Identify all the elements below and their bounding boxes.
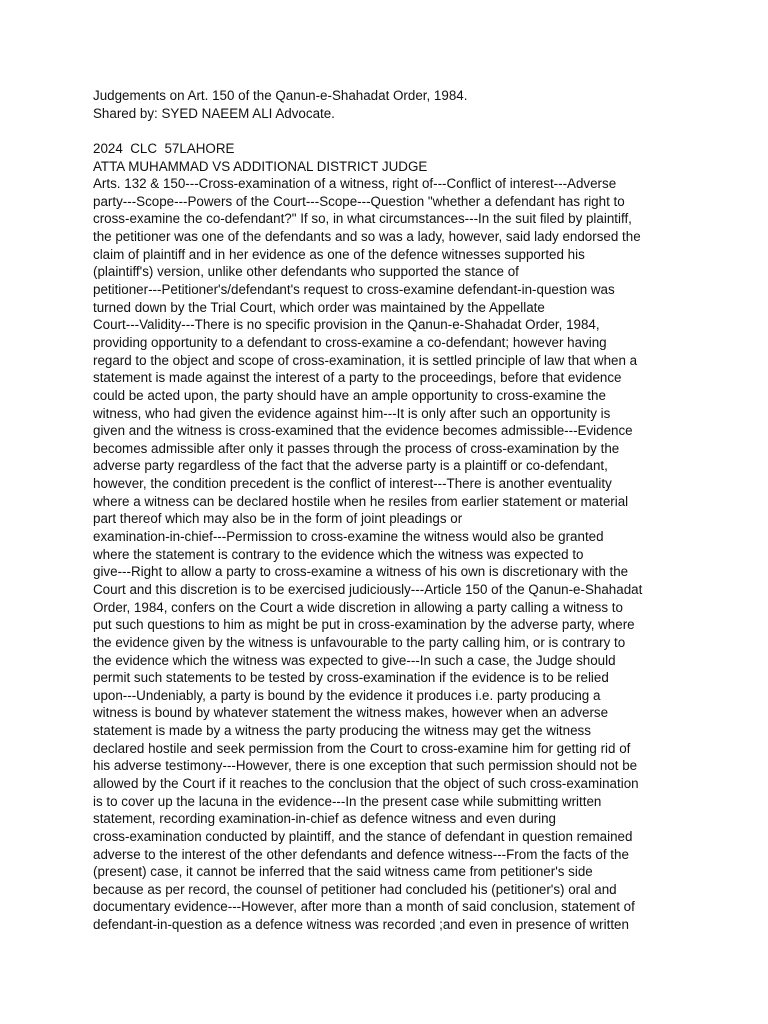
body-line: upon---Undeniably, a party is bound by the evidence it produces i.e. party producing a	[93, 687, 601, 703]
body-line: cross-examination conducted by plaintiff, and the stance of defendant in question remained	[93, 828, 633, 844]
body-line: providing opportunity to a defendant to cross-examine a co-defendant; however having	[93, 334, 607, 350]
document-content	[93, 87, 683, 934]
body-line: statement, recording examination-in-chief as defence witness and even during	[93, 811, 556, 827]
body-line: adverse to the interest of the other defendants and defence witness---From the facts of the	[93, 846, 629, 862]
body-line: is to cover up the lacuna in the evidence---In the present case while submitting written	[93, 793, 602, 809]
body-line: given and the witness is cross-examined that the evidence becomes admissible---Evidence	[93, 423, 633, 439]
body-line: adverse party regardless of the fact that the adverse party is a plaintiff or co-defendant,	[93, 458, 608, 474]
body-line: allowed by the Court if it reaches to the conclusion that the object of such cross-examination	[93, 775, 639, 791]
body-line: examination-in-chief---Permission to cross-examine the witness would also be granted	[93, 529, 604, 545]
document-title: Judgements on Art. 150 of the Qanun-e-Shahadat Order, 1984.	[93, 88, 468, 103]
body-line: where a witness can be declared hostile when he resiles from earlier statement or material	[93, 493, 629, 509]
body-line: could be acted upon, the party should have an ample opportunity to cross-examine the	[93, 387, 606, 403]
body-line: becomes admissible after only it passes through the process of cross-examination by the	[93, 440, 620, 456]
body-line: declared hostile and seek permission from the Court to cross-examine him for getting rid of	[93, 740, 631, 756]
body-line: witness, who had given the evidence against him---It is only after such an opportunity is	[93, 405, 611, 421]
body-line: documentary evidence---However, after more than a month of said conclusion, statement of	[93, 899, 635, 915]
body-line: his adverse testimony---However, there is one exception that such permission should not be	[93, 758, 638, 774]
body-line: put such questions to him as might be put in cross-examination by the adverse party, where	[93, 617, 635, 633]
body-line: however, the condition precedent is the conflict of interest---There is another eventuality	[93, 476, 612, 492]
body-line: cross-examine the co-defendant?" If so, in what circumstances---In the suit filed by plaintiff,	[93, 211, 632, 227]
body-line: because as per record, the counsel of petitioner had concluded his (petitioner's) oral and	[93, 881, 617, 897]
body-line: turned down by the Trial Court, which order was maintained by the Appellate	[93, 299, 545, 315]
shared-by-line: Shared by: SYED NAEEM ALI Advocate.	[93, 105, 335, 121]
body-line: statement is made against the interest of a party to the proceedings, before that evidence	[93, 370, 622, 386]
body-line: Court and this discretion is to be exercised judiciously---Article 150 of the Qanun-e-Shahadat	[93, 581, 643, 597]
body-line: Order, 1984, confers on the Court a wide discretion in allowing a party calling a witness to	[93, 599, 623, 615]
body-line: party---Scope---Powers of the Court---Scope---Question "whether a defendant has right to	[93, 193, 625, 209]
body-line: where the statement is contrary to the evidence which the witness was expected to	[93, 546, 584, 562]
body-line: claim of plaintiff and in her evidence as one of the defence witnesses supported his	[93, 246, 585, 262]
blank-line	[93, 122, 683, 140]
case-body	[93, 175, 683, 934]
body-line: (plaintiff's) version, unlike other defendants who supported the stance of	[93, 264, 519, 280]
body-line: Court---Validity---There is no specific provision in the Qanun-e-Shahadat Order, 1984,	[93, 317, 600, 333]
body-line: defendant-in-question as a defence witness was recorded ;and even in presence of written	[93, 917, 629, 933]
body-line: the evidence given by the witness is unfavourable to the party calling him, or is contrary to	[93, 634, 626, 650]
body-line: statement is made by a witness the party producing the witness may get the witness	[93, 723, 591, 739]
body-line: the evidence which the witness was expected to give---In such a case, the Judge should	[93, 652, 616, 668]
body-line: permit such statements to be tested by cross-examination if the evidence is to be relied	[93, 670, 609, 686]
body-line: petitioner---Petitioner's/defendant's request to cross-examine defendant-in-question was	[93, 282, 615, 298]
body-line: regard to the object and scope of cross-examination, it is settled principle of law that when a	[93, 352, 638, 368]
body-line: (present) case, it cannot be inferred that the said witness came from petitioner's side	[93, 864, 593, 880]
body-line: witness is bound by whatever statement the witness makes, however when an adverse	[93, 705, 609, 721]
body-line: Arts. 132 & 150---Cross-examination of a witness, right of---Conflict of interest---Adverse	[93, 176, 617, 192]
body-line: part thereof which may also be in the form of joint pleadings or	[93, 511, 463, 527]
body-line: the petitioner was one of the defendants and so was a lady, however, said lady endorsed the	[93, 229, 641, 245]
case-parties: ATTA MUHAMMAD VS ADDITIONAL DISTRICT JUDGE	[93, 158, 428, 174]
case-citation: 2024 CLC 57LAHORE	[93, 140, 235, 156]
body-line: give---Right to allow a party to cross-examine a witness of his own is discretionary with the	[93, 564, 629, 580]
